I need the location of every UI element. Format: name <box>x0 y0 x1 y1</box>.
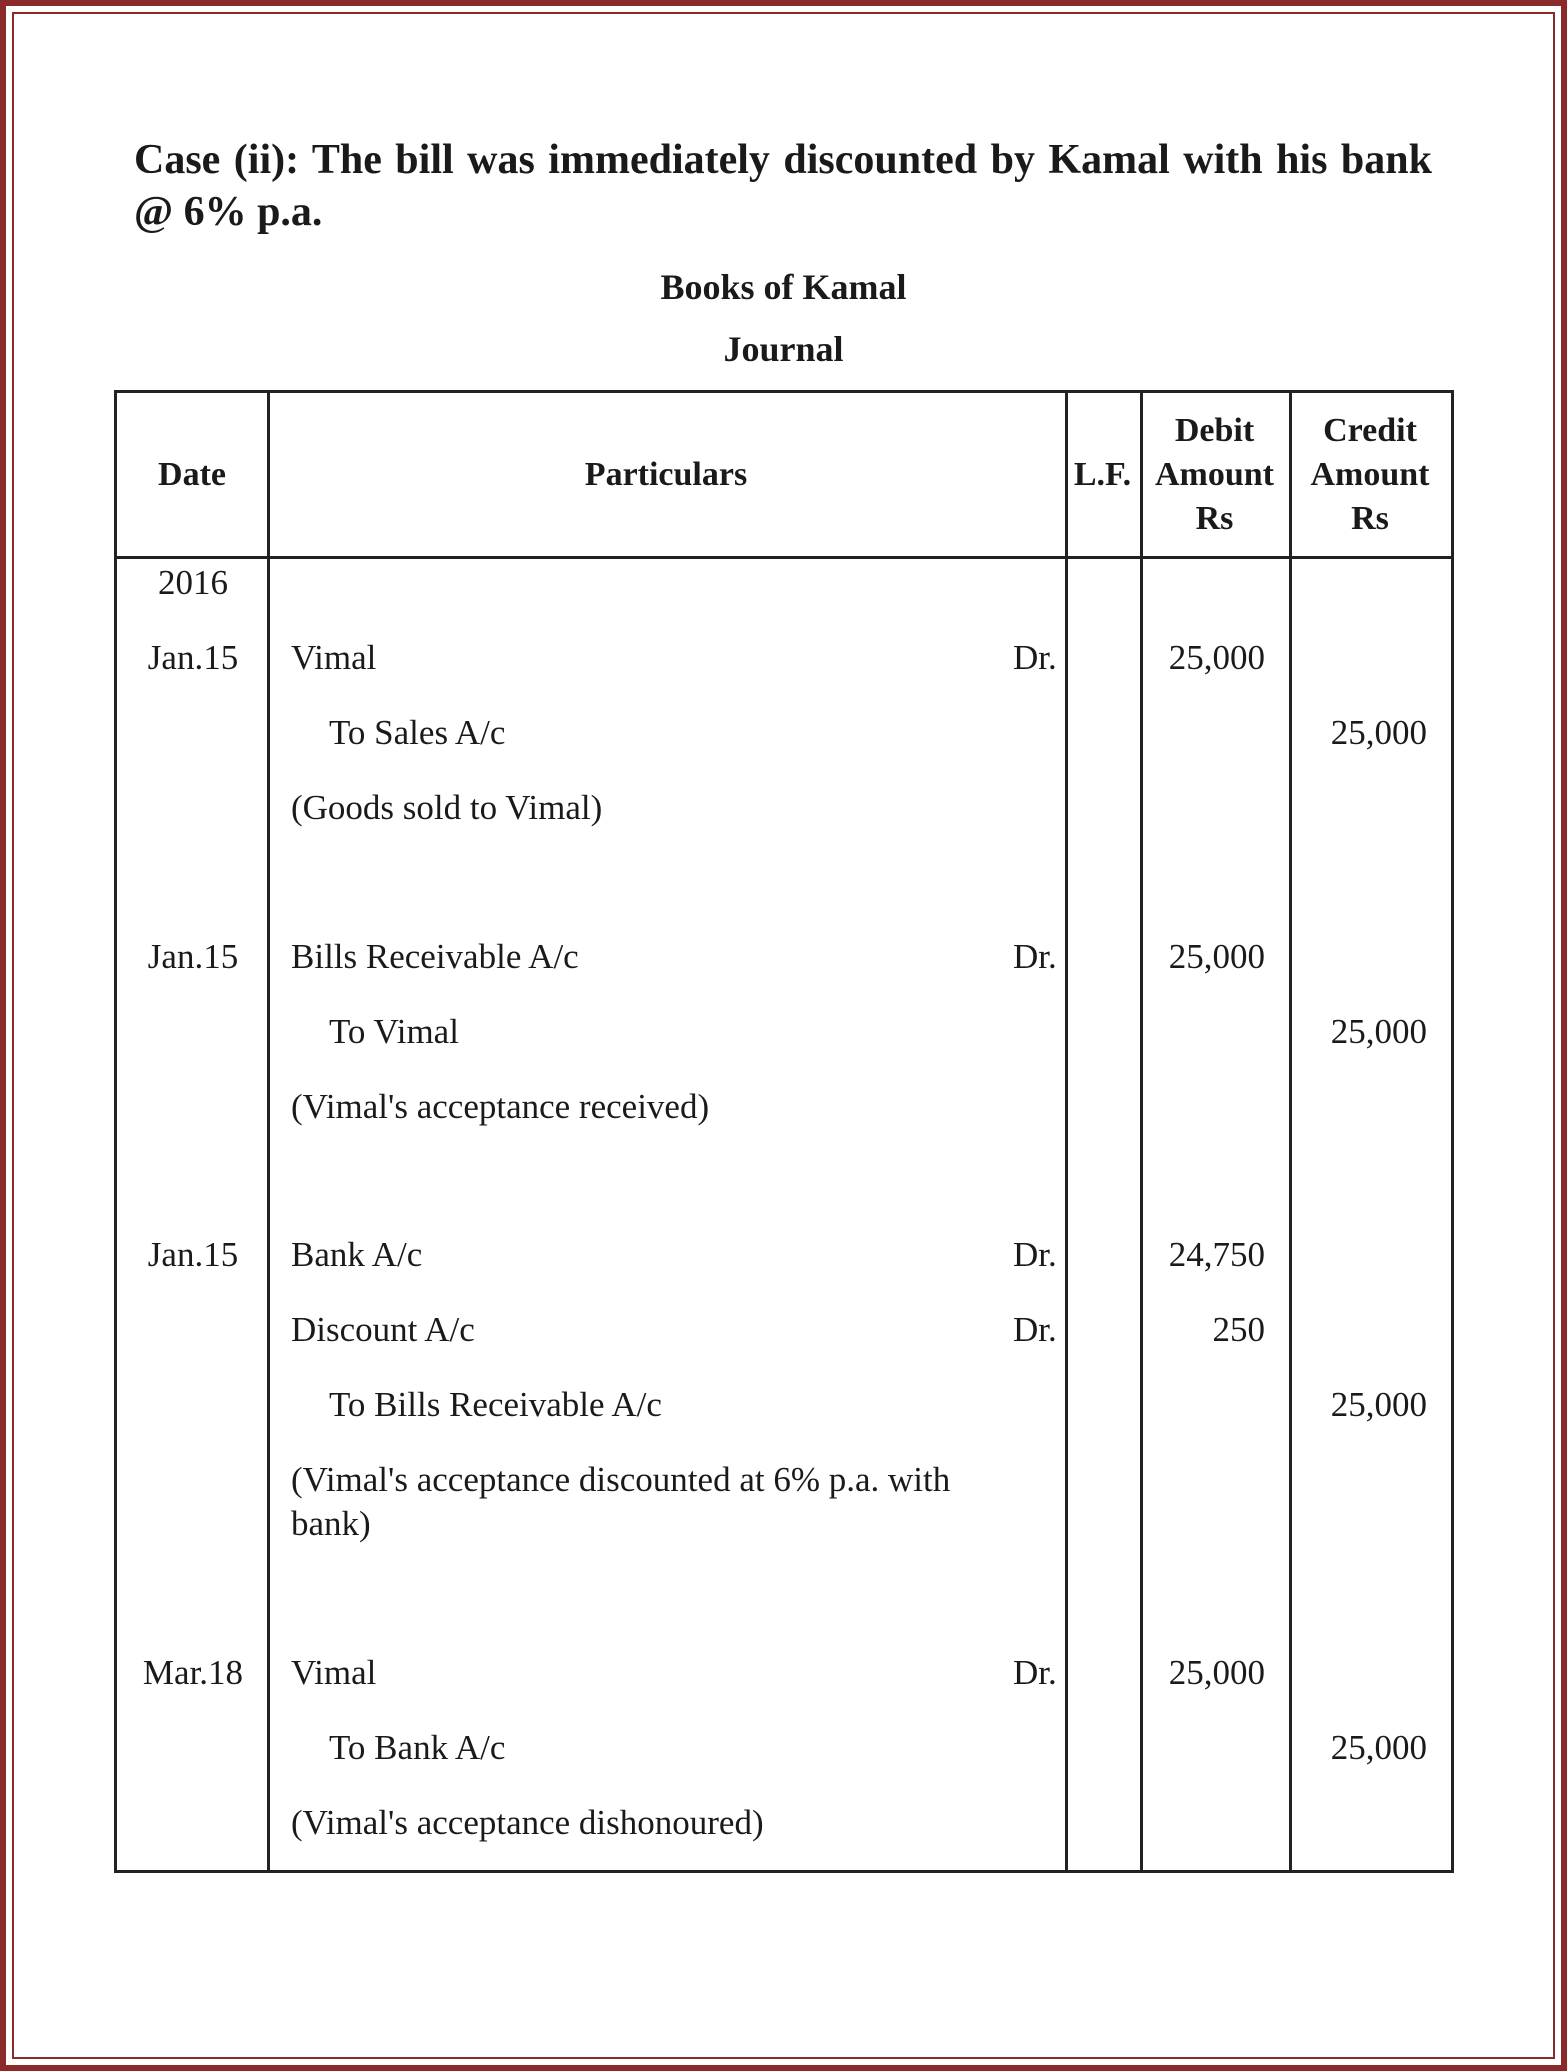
case-heading: Case (ii): The bill was immediately discounted by Kamal with his bank @ 6% p.a. <box>134 137 1432 235</box>
entry-debit-amount: 250 <box>1212 1310 1265 1349</box>
debit-header-line: Debit <box>1174 411 1255 449</box>
entry-debit-amount: 25,000 <box>1168 1653 1265 1692</box>
divider-debit <box>1289 393 1292 1870</box>
entry-particulars: To Bills Receivable A/c <box>329 1385 662 1424</box>
entry-credit-amount: 25,000 <box>1330 1385 1427 1424</box>
credit-header-line: Rs <box>1351 499 1389 537</box>
entry-narration: (Vimal's acceptance discounted at 6% p.a. with bank) <box>291 1460 951 1543</box>
journal-table <box>114 390 1454 1873</box>
entry-particulars: To Sales A/c <box>329 713 506 752</box>
entry-date: Mar.18 <box>142 1653 244 1692</box>
entry-date: Jan.15 <box>147 1235 239 1274</box>
entry-narration: (Goods sold to Vimal) <box>291 788 603 827</box>
entry-debit-amount: 25,000 <box>1168 937 1265 976</box>
debit-header-line: Rs <box>1195 499 1234 537</box>
entry-particulars: To Vimal <box>329 1012 459 1051</box>
credit-header-line: Credit <box>1323 411 1417 449</box>
entry-particulars: Vimal <box>291 638 377 677</box>
entry-dr-marker: Dr. <box>1013 1653 1057 1692</box>
divider-date <box>267 393 270 1870</box>
entry-credit-amount: 25,000 <box>1330 1728 1427 1767</box>
entry-debit-amount: 25,000 <box>1168 638 1265 677</box>
entry-date: Jan.15 <box>147 937 239 976</box>
col-header-lf <box>1065 393 1140 556</box>
lf-header-label: L.F. <box>1073 455 1132 493</box>
header-divider <box>117 556 1451 559</box>
entry-particulars: To Bank A/c <box>329 1728 506 1767</box>
entry-particulars: Discount A/c <box>291 1310 475 1349</box>
divider-particulars <box>1065 393 1068 1870</box>
col-header-date <box>117 393 267 556</box>
entry-particulars: Vimal <box>291 1653 377 1692</box>
books-title: Books of Kamal <box>660 267 907 307</box>
entry-narration: (Vimal's acceptance received) <box>291 1087 710 1126</box>
col-header-debit <box>1140 393 1289 556</box>
debit-header-line: Amount <box>1154 455 1275 493</box>
date-header-label: Date <box>158 455 226 493</box>
entry-dr-marker: Dr. <box>1013 1235 1057 1274</box>
journal-title: Journal <box>723 329 844 369</box>
entry-dr-marker: Dr. <box>1013 638 1057 677</box>
credit-header-line: Amount <box>1310 455 1430 493</box>
col-header-particulars <box>267 393 1065 556</box>
entry-credit-amount: 25,000 <box>1330 1012 1427 1051</box>
entry-particulars: Bills Receivable A/c <box>291 937 579 976</box>
entry-debit-amount: 24,750 <box>1168 1235 1265 1274</box>
entry-dr-marker: Dr. <box>1013 1310 1057 1349</box>
year-label: 2016 <box>158 563 228 602</box>
particulars-header-label: Particulars <box>584 455 748 493</box>
divider-lf <box>1140 393 1143 1870</box>
col-header-credit <box>1289 393 1451 556</box>
entry-narration: (Vimal's acceptance dishonoured) <box>291 1803 764 1842</box>
entry-credit-amount: 25,000 <box>1330 713 1427 752</box>
entry-particulars: Bank A/c <box>291 1235 423 1274</box>
entry-dr-marker: Dr. <box>1013 937 1057 976</box>
entry-date: Jan.15 <box>147 638 239 677</box>
